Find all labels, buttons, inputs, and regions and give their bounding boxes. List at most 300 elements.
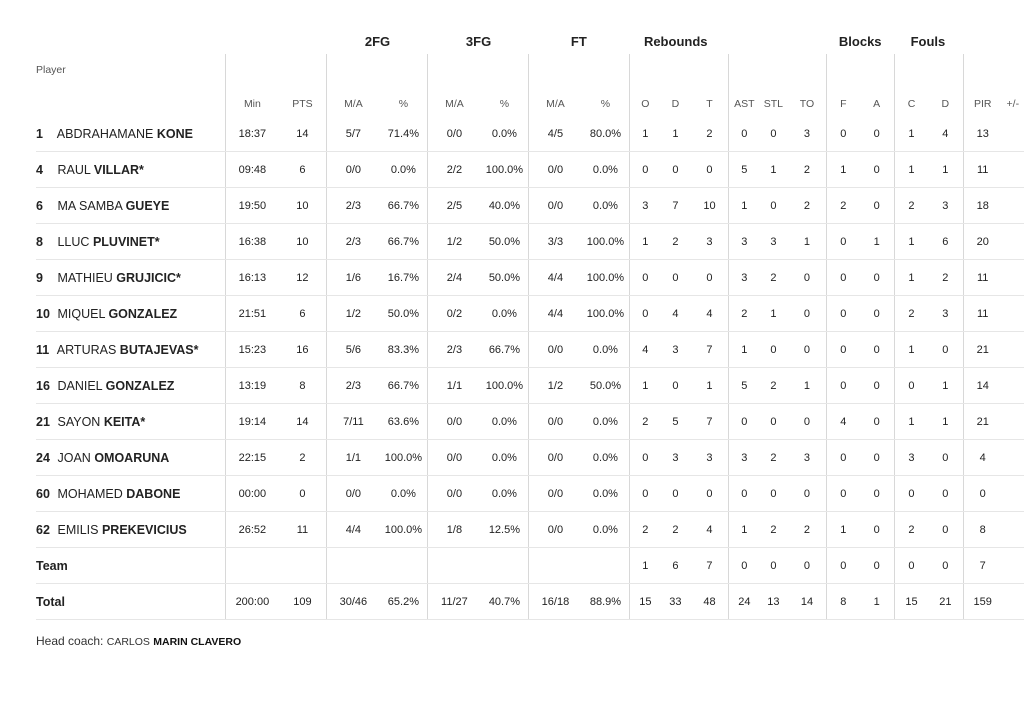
player-first-name: ABDRAHAMANE: [56, 126, 154, 141]
stat-2fg-made-attempted: 0/0: [327, 476, 380, 512]
player-row: [36, 188, 1024, 224]
stat-pir: 159: [963, 584, 1001, 620]
player-last-name: GUEYE: [125, 198, 170, 213]
group-2fg: 2FG: [364, 33, 391, 49]
stat-pir: 14: [963, 368, 1001, 404]
stat-reb-defensive: 3: [660, 440, 690, 476]
player-last-name: GONZALEZ: [108, 306, 178, 321]
stat-min: 15:23: [226, 332, 279, 368]
col-player: Player: [36, 64, 66, 76]
stat-reb-total: 48: [691, 584, 729, 620]
stat-2fg-made-attempted: 0/0: [327, 152, 380, 188]
stat-3fg-pct: 40.7%: [480, 584, 529, 620]
stat-blocks-against: 0: [859, 116, 894, 152]
stat-steals: 2: [759, 368, 787, 404]
column-header-row: [36, 54, 1024, 116]
stat-assists: 5: [729, 368, 759, 404]
stat-3fg-pct: 66.7%: [480, 332, 529, 368]
stat-3fg-made-attempted: 0/0: [428, 116, 481, 152]
stat-turnovers: 0: [788, 296, 827, 332]
stat-min: 16:38: [226, 224, 279, 260]
stat-fouls-drawn: 0: [928, 476, 963, 512]
stat-fouls-committed: 2: [895, 188, 928, 224]
stat-blocks-for: 0: [827, 548, 859, 584]
stat-3fg-pct: 0.0%: [480, 296, 529, 332]
stat-3fg-made-attempted: 11/27: [428, 584, 481, 620]
stat-turnovers: 2: [788, 152, 827, 188]
player-last-name: DABONE: [126, 486, 181, 501]
stat-blocks-against: 0: [859, 296, 894, 332]
stat-pts: 16: [278, 332, 326, 368]
stat-ft-pct: 100.0%: [581, 224, 630, 260]
stat-reb-offensive: 0: [630, 440, 660, 476]
stat-blocks-for: 0: [827, 224, 859, 260]
head-coach: [36, 634, 241, 648]
stat-pts: 8: [278, 368, 326, 404]
stat-reb-total: 4: [691, 296, 729, 332]
stat-ft-made-attempted: 0/0: [529, 440, 582, 476]
stat-ft-made-attempted: 3/3: [529, 224, 582, 260]
stat-blocks-for: 0: [827, 440, 859, 476]
starter-marker: *: [176, 270, 181, 285]
starter-marker: *: [139, 162, 144, 177]
stat-2fg-pct: 0.0%: [379, 152, 428, 188]
stat-ft-pct: 100.0%: [581, 260, 630, 296]
stat-ft-made-attempted: [529, 548, 582, 584]
stat-2fg-made-attempted: 4/4: [327, 512, 380, 548]
stat-steals: 2: [759, 512, 787, 548]
stat-2fg-pct: 66.7%: [379, 368, 428, 404]
group-blocks: Blocks: [838, 33, 882, 49]
stat-reb-offensive: 2: [630, 404, 660, 440]
stat-reb-defensive: 0: [660, 260, 690, 296]
player-row: [36, 224, 1024, 260]
stat-fouls-drawn: 1: [928, 404, 963, 440]
stat-min: 00:00: [226, 476, 279, 512]
stat-2fg-pct: 0.0%: [379, 476, 428, 512]
stat-min: [226, 548, 279, 584]
stat-ft-pct: 0.0%: [581, 188, 630, 224]
player-number: 24: [36, 450, 50, 465]
box-score-table: [36, 28, 1024, 620]
stat-reb-offensive: 1: [630, 548, 660, 584]
stat-fouls-drawn: 1: [928, 152, 963, 188]
stat-plus-minus: [1002, 584, 1024, 620]
stat-pir: 11: [963, 152, 1001, 188]
player-name: [36, 152, 226, 188]
summary-row: [36, 548, 1024, 584]
stat-blocks-for: 0: [827, 116, 859, 152]
player-last-name: PLUVINET: [92, 234, 155, 249]
stat-blocks-against: 0: [859, 548, 894, 584]
player-first-name: MIQUEL: [57, 306, 105, 321]
stat-pts: 14: [278, 116, 326, 152]
stat-ft-pct: 0.0%: [581, 440, 630, 476]
stat-ft-pct: 88.9%: [581, 584, 630, 620]
stat-reb-defensive: 33: [660, 584, 690, 620]
player-number: 21: [36, 414, 50, 429]
stat-fouls-drawn: 0: [928, 332, 963, 368]
stat-blocks-against: 0: [859, 152, 894, 188]
stat-reb-total: 3: [691, 440, 729, 476]
stat-blocks-for: 0: [827, 296, 859, 332]
stat-blocks-for: 0: [827, 332, 859, 368]
stat-turnovers: 2: [788, 512, 827, 548]
player-row: [36, 368, 1024, 404]
stat-reb-defensive: 0: [660, 152, 690, 188]
stat-blocks-against: 0: [859, 188, 894, 224]
stat-plus-minus: [1002, 152, 1024, 188]
stat-fouls-committed: 1: [895, 260, 928, 296]
stat-ft-pct: 100.0%: [581, 296, 630, 332]
stat-min: 200:00: [226, 584, 279, 620]
col-ft-pct: %: [600, 98, 611, 110]
stat-min: 18:37: [226, 116, 279, 152]
stat-steals: 2: [759, 440, 787, 476]
stat-reb-offensive: 0: [630, 476, 660, 512]
player-name: [36, 296, 226, 332]
stat-pir: 20: [963, 224, 1001, 260]
stat-reb-defensive: 7: [660, 188, 690, 224]
player-first-name: LLUC: [57, 234, 90, 249]
stat-turnovers: 1: [788, 224, 827, 260]
stat-pir: 8: [963, 512, 1001, 548]
stat-2fg-made-attempted: [327, 548, 380, 584]
stat-ft-pct: 50.0%: [581, 368, 630, 404]
stat-ft-made-attempted: 1/2: [529, 368, 582, 404]
group-rebounds: Rebounds: [643, 33, 708, 49]
stat-reb-offensive: 1: [630, 224, 660, 260]
starter-marker: *: [140, 414, 146, 429]
player-number: 1: [36, 126, 43, 141]
stat-reb-defensive: 1: [660, 116, 690, 152]
stat-fouls-committed: 1: [895, 116, 928, 152]
stat-fouls-committed: 1: [895, 152, 928, 188]
stat-plus-minus: [1002, 116, 1024, 152]
stat-plus-minus: [1002, 404, 1024, 440]
stat-ft-made-attempted: 0/0: [529, 476, 582, 512]
stat-reb-total: 0: [691, 152, 729, 188]
player-number: 9: [36, 270, 43, 285]
stat-ft-made-attempted: 0/0: [529, 512, 582, 548]
stat-reb-total: 3: [691, 224, 729, 260]
stat-turnovers: 14: [788, 584, 827, 620]
stat-pir: 21: [963, 332, 1001, 368]
stat-fouls-committed: 2: [895, 296, 928, 332]
stat-2fg-made-attempted: 5/6: [327, 332, 380, 368]
stat-steals: 13: [759, 584, 787, 620]
col-reb-d: D: [671, 98, 680, 110]
stat-blocks-for: 0: [827, 368, 859, 404]
stat-turnovers: 0: [788, 404, 827, 440]
stat-3fg-pct: 100.0%: [480, 152, 529, 188]
stat-min: 26:52: [226, 512, 279, 548]
player-row: [36, 260, 1024, 296]
player-last-name: GONZALEZ: [105, 378, 175, 393]
stat-3fg-pct: 12.5%: [480, 512, 529, 548]
player-row: [36, 440, 1024, 476]
player-last-name: KEITA: [103, 414, 141, 429]
col-pir: PIR: [963, 54, 1001, 116]
stat-assists: 0: [729, 476, 759, 512]
stat-fouls-drawn: 6: [928, 224, 963, 260]
stat-pts: 0: [278, 476, 326, 512]
stat-steals: 1: [759, 152, 787, 188]
stat-2fg-pct: 63.6%: [379, 404, 428, 440]
stat-min: 21:51: [226, 296, 279, 332]
group-3fg: 3FG: [465, 33, 492, 49]
stat-pir: 11: [963, 260, 1001, 296]
stat-3fg-made-attempted: 0/2: [428, 296, 481, 332]
player-name: [36, 512, 226, 548]
stat-2fg-pct: 100.0%: [379, 440, 428, 476]
stat-assists: 2: [729, 296, 759, 332]
stat-ft-made-attempted: 0/0: [529, 404, 582, 440]
stat-2fg-pct: 100.0%: [379, 512, 428, 548]
player-first-name: MOHAMED: [57, 486, 123, 501]
stat-ft-pct: 0.0%: [581, 476, 630, 512]
stat-3fg-made-attempted: 0/0: [428, 476, 481, 512]
stat-2fg-made-attempted: 2/3: [327, 188, 380, 224]
stat-reb-total: 4: [691, 512, 729, 548]
player-number: 4: [36, 162, 43, 177]
stat-ft-pct: 80.0%: [581, 116, 630, 152]
player-number: 6: [36, 198, 43, 213]
group-fouls: Fouls: [910, 33, 946, 49]
stat-reb-defensive: 2: [660, 224, 690, 260]
stat-turnovers: 3: [788, 116, 827, 152]
stat-reb-total: 2: [691, 116, 729, 152]
stat-2fg-made-attempted: 2/3: [327, 224, 380, 260]
col-min: Min: [226, 54, 279, 116]
stat-3fg-made-attempted: 1/8: [428, 512, 481, 548]
stat-pir: 7: [963, 548, 1001, 584]
stat-fouls-committed: 15: [895, 584, 928, 620]
stat-turnovers: 0: [788, 332, 827, 368]
stat-fouls-committed: 0: [895, 476, 928, 512]
stat-blocks-against: 0: [859, 440, 894, 476]
stat-turnovers: 3: [788, 440, 827, 476]
stat-fouls-committed: 2: [895, 512, 928, 548]
stat-plus-minus: [1002, 368, 1024, 404]
stat-min: 09:48: [226, 152, 279, 188]
stat-reb-offensive: 0: [630, 296, 660, 332]
stat-ft-pct: [581, 548, 630, 584]
player-number: 8: [36, 234, 43, 249]
stat-reb-defensive: 5: [660, 404, 690, 440]
starter-marker: *: [154, 234, 160, 249]
stat-assists: 1: [729, 332, 759, 368]
col-foul-c: C: [895, 54, 928, 116]
stat-reb-defensive: 0: [660, 368, 690, 404]
stat-blocks-for: 0: [827, 476, 859, 512]
player-number: 11: [36, 342, 50, 357]
stat-fouls-committed: 0: [895, 368, 928, 404]
stat-reb-defensive: 6: [660, 548, 690, 584]
stat-reb-offensive: 0: [630, 152, 660, 188]
player-last-name: BUTAJEVAS: [119, 342, 194, 357]
stat-fouls-committed: 1: [895, 404, 928, 440]
stat-3fg-made-attempted: 2/5: [428, 188, 481, 224]
stat-2fg-pct: 71.4%: [379, 116, 428, 152]
player-row: [36, 476, 1024, 512]
stat-reb-offensive: 3: [630, 188, 660, 224]
stat-fouls-drawn: 2: [928, 260, 963, 296]
stat-reb-offensive: 15: [630, 584, 660, 620]
stat-fouls-drawn: 0: [928, 548, 963, 584]
stat-fouls-committed: 0: [895, 548, 928, 584]
player-first-name: MA SAMBA: [57, 198, 123, 213]
stat-2fg-pct: 16.7%: [379, 260, 428, 296]
player-row: [36, 332, 1024, 368]
stat-turnovers: 0: [788, 548, 827, 584]
stat-3fg-made-attempted: 2/2: [428, 152, 481, 188]
stat-steals: 1: [759, 296, 787, 332]
stat-ft-made-attempted: 4/4: [529, 296, 582, 332]
stat-pts: 12: [278, 260, 326, 296]
stat-turnovers: 0: [788, 476, 827, 512]
stat-2fg-made-attempted: 1/6: [327, 260, 380, 296]
player-name: [36, 332, 226, 368]
head-coach-last-name: MARIN CLAVERO: [153, 636, 242, 648]
group-header-row: [36, 28, 1024, 54]
stat-reb-total: 7: [691, 332, 729, 368]
stat-3fg-pct: 100.0%: [480, 368, 529, 404]
stat-reb-defensive: 0: [660, 476, 690, 512]
stat-ft-pct: 0.0%: [581, 152, 630, 188]
stat-3fg-made-attempted: [428, 548, 481, 584]
player-first-name: SAYON: [57, 414, 101, 429]
stat-pir: 4: [963, 440, 1001, 476]
stat-3fg-pct: 0.0%: [480, 404, 529, 440]
stat-reb-total: 10: [691, 188, 729, 224]
stat-fouls-drawn: 21: [928, 584, 963, 620]
col-reb-t: T: [706, 98, 713, 110]
stat-plus-minus: [1002, 260, 1024, 296]
stat-blocks-for: 1: [827, 512, 859, 548]
stat-ft-made-attempted: 0/0: [529, 188, 582, 224]
stat-2fg-made-attempted: 1/1: [327, 440, 380, 476]
player-name: [36, 404, 226, 440]
stat-plus-minus: [1002, 332, 1024, 368]
stat-3fg-pct: 0.0%: [480, 476, 529, 512]
stat-turnovers: 2: [788, 188, 827, 224]
stat-blocks-against: 0: [859, 260, 894, 296]
stat-pir: 11: [963, 296, 1001, 332]
stat-2fg-made-attempted: 1/2: [327, 296, 380, 332]
stat-min: 19:14: [226, 404, 279, 440]
player-row: [36, 404, 1024, 440]
col-ast: AST: [729, 54, 759, 116]
stat-steals: 0: [759, 188, 787, 224]
stat-pir: 0: [963, 476, 1001, 512]
stat-assists: 0: [729, 116, 759, 152]
stat-blocks-against: 1: [859, 224, 894, 260]
player-name: [36, 440, 226, 476]
stat-blocks-against: 0: [859, 332, 894, 368]
stat-ft-pct: 0.0%: [581, 332, 630, 368]
stat-blocks-for: 0: [827, 260, 859, 296]
stat-blocks-against: 0: [859, 368, 894, 404]
stat-reb-offensive: 2: [630, 512, 660, 548]
stat-3fg-pct: 40.0%: [480, 188, 529, 224]
stat-plus-minus: [1002, 476, 1024, 512]
stat-reb-defensive: 2: [660, 512, 690, 548]
stat-2fg-pct: 66.7%: [379, 224, 428, 260]
stat-assists: 3: [729, 440, 759, 476]
player-row: [36, 116, 1024, 152]
stat-reb-total: 0: [691, 260, 729, 296]
stat-fouls-drawn: 0: [928, 440, 963, 476]
stat-min: 13:19: [226, 368, 279, 404]
stat-pts: 11: [278, 512, 326, 548]
stat-3fg-made-attempted: 1/1: [428, 368, 481, 404]
stat-fouls-committed: 3: [895, 440, 928, 476]
stat-2fg-pct: [379, 548, 428, 584]
stat-pir: 13: [963, 116, 1001, 152]
col-foul-d: D: [941, 98, 950, 110]
stat-2fg-made-attempted: 2/3: [327, 368, 380, 404]
col-to: TO: [799, 98, 815, 110]
col-2fg-pct: %: [398, 98, 409, 110]
player-last-name: PREKEVICIUS: [101, 522, 187, 537]
stat-pir: 18: [963, 188, 1001, 224]
stat-3fg-pct: 50.0%: [480, 224, 529, 260]
player-number: 16: [36, 378, 50, 393]
stat-ft-made-attempted: 0/0: [529, 332, 582, 368]
player-row: [36, 152, 1024, 188]
player-last-name: GRUJICIC: [116, 270, 177, 285]
player-name: [36, 368, 226, 404]
stat-pts: 6: [278, 296, 326, 332]
stat-assists: 1: [729, 512, 759, 548]
stat-pts: [278, 548, 326, 584]
stat-assists: 3: [729, 224, 759, 260]
head-coach-first-name: CARLOS: [106, 636, 150, 648]
stat-blocks-against: 0: [859, 476, 894, 512]
stat-blocks-for: 1: [827, 152, 859, 188]
stat-2fg-made-attempted: 7/11: [327, 404, 380, 440]
player-first-name: MATHIEU: [57, 270, 113, 285]
player-number: 10: [36, 306, 50, 321]
stat-min: 19:50: [226, 188, 279, 224]
head-coach-label: Head coach:: [36, 634, 104, 648]
stat-plus-minus: [1002, 188, 1024, 224]
player-last-name: KONE: [156, 126, 193, 141]
stat-assists: 1: [729, 188, 759, 224]
box-score: [36, 28, 1024, 620]
summary-label: Team: [36, 548, 226, 584]
stat-3fg-made-attempted: 2/4: [428, 260, 481, 296]
player-first-name: RAUL: [57, 162, 91, 177]
stat-blocks-against: 0: [859, 404, 894, 440]
stat-pir: 21: [963, 404, 1001, 440]
stat-assists: 24: [729, 584, 759, 620]
stat-blocks-for: 4: [827, 404, 859, 440]
stat-2fg-made-attempted: 5/7: [327, 116, 380, 152]
stat-plus-minus: [1002, 296, 1024, 332]
stat-plus-minus: [1002, 512, 1024, 548]
stat-turnovers: 0: [788, 260, 827, 296]
stat-plus-minus: [1002, 224, 1024, 260]
stat-fouls-drawn: 0: [928, 512, 963, 548]
stat-3fg-pct: [480, 548, 529, 584]
stat-min: 16:13: [226, 260, 279, 296]
player-first-name: JOAN: [57, 450, 91, 465]
stat-2fg-pct: 50.0%: [379, 296, 428, 332]
box-score-body: [36, 116, 1024, 620]
player-first-name: EMILIS: [57, 522, 99, 537]
